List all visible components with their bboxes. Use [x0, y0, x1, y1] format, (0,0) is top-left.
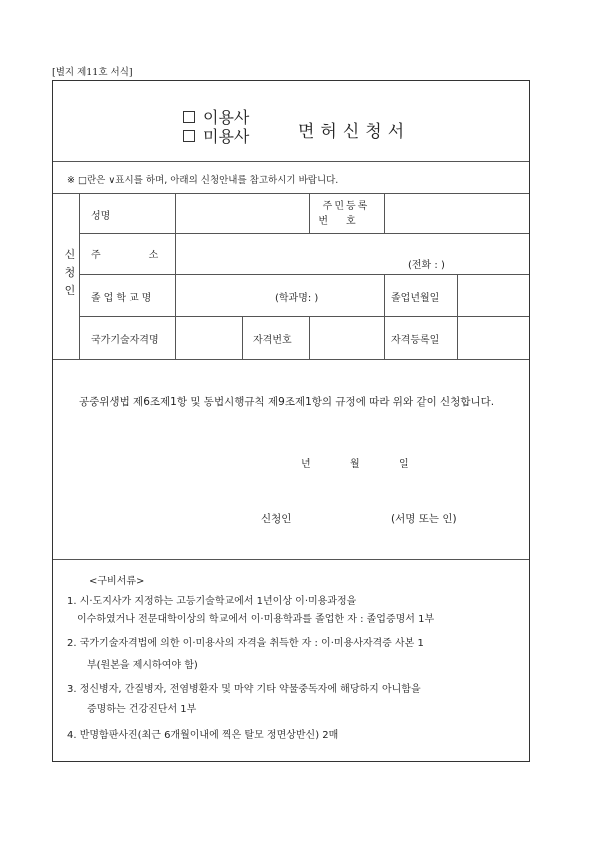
document-item-1-line-2: 이수하였거나 전문대학이상의 학교에서 이·미용학과를 졸업한 자 : 졸업증명서 1부 [77, 614, 435, 625]
grid-line [175, 193, 176, 359]
documents-heading: <구비서류> [89, 576, 145, 587]
form-title: 면허신청서 [298, 122, 411, 142]
certification-number-field[interactable] [313, 323, 379, 353]
signature-hint: (서명 또는 인) [391, 513, 457, 525]
grid-line [79, 233, 529, 234]
certification-date-field[interactable] [462, 323, 524, 353]
signature-applicant-label: 신청인 [261, 513, 292, 525]
document-item-1-line-1: 1. 시·도지사가 지정하는 고등기술학교에서 1년이상 이·미용과정을 [67, 596, 357, 607]
beautician-label: 미용사 [203, 127, 250, 146]
grid-line [384, 274, 385, 359]
graduation-date-label: 졸업년월일 [391, 293, 440, 304]
application-statement: 공중위생법 제6조제1항 및 동법시행규칙 제9조제1항의 규정에 따라 위와 같이 신청합니다. [79, 396, 495, 408]
address-field[interactable] [180, 239, 520, 269]
phone-label: (전화 : ) [408, 260, 445, 271]
applicant-section-label: 신청인 [64, 248, 76, 297]
grid-line [79, 274, 529, 275]
date-day-label: 일 [399, 459, 409, 470]
form-reference: [별지 제11호 서식] [52, 67, 133, 78]
grid-line [384, 193, 385, 233]
grid-line [79, 316, 529, 317]
document-item-4: 4. 반명함판사진(최근 6개월이내에 찍은 탈모 정면상반신) 2매 [67, 730, 339, 741]
divider [53, 193, 529, 194]
grid-line [309, 316, 310, 359]
grid-line [457, 274, 458, 359]
divider [53, 161, 529, 162]
form-frame [52, 80, 530, 762]
date-month-label: 월 [350, 459, 360, 470]
name-label: 성명 [91, 211, 111, 222]
document-item-3-line-1: 3. 정신병자, 간질병자, 전염병환자 및 마약 기타 약물중독자에 해당하지 아니함을 [67, 684, 421, 695]
signature-field[interactable] [313, 505, 383, 527]
school-name-label: 졸업학교명 [91, 293, 155, 304]
resident-number-label-line1: 주민등록 [322, 201, 370, 212]
certification-date-label: 자격등록일 [391, 335, 440, 346]
barber-checkbox[interactable] [183, 111, 195, 123]
instruction-note: ※ □란은 ∨표시를 하며, 아래의 신청안내를 참고하시기 바랍니다. [67, 175, 339, 186]
date-year-label: 년 [301, 459, 311, 470]
grid-line [242, 316, 243, 359]
resident-number-label-line2: 번호 [318, 216, 374, 227]
document-item-2-line-2: 부(원본을 제시하여야 함) [87, 660, 198, 671]
resident-number-field[interactable] [389, 199, 523, 227]
certification-number-label: 자격번호 [253, 335, 292, 346]
address-label: 주소 [91, 250, 207, 261]
document-item-3-line-2: 증명하는 건강진단서 1부 [87, 704, 197, 715]
barber-label: 이용사 [203, 108, 250, 127]
divider [53, 359, 529, 360]
document-item-2-line-1: 2. 국가기술자격법에 의한 이·미용사의 자격을 취득한 자 : 이·미용사자격증 사본 1 [67, 638, 424, 649]
certification-name-field[interactable] [180, 323, 238, 353]
beautician-checkbox[interactable] [183, 130, 195, 142]
certification-name-label: 국가기술자격명 [91, 335, 159, 346]
divider [53, 559, 529, 560]
graduation-date-field[interactable] [462, 281, 524, 309]
grid-line [79, 193, 80, 359]
department-label: (학과명: ) [275, 293, 319, 304]
beautician-option[interactable] [183, 124, 249, 147]
